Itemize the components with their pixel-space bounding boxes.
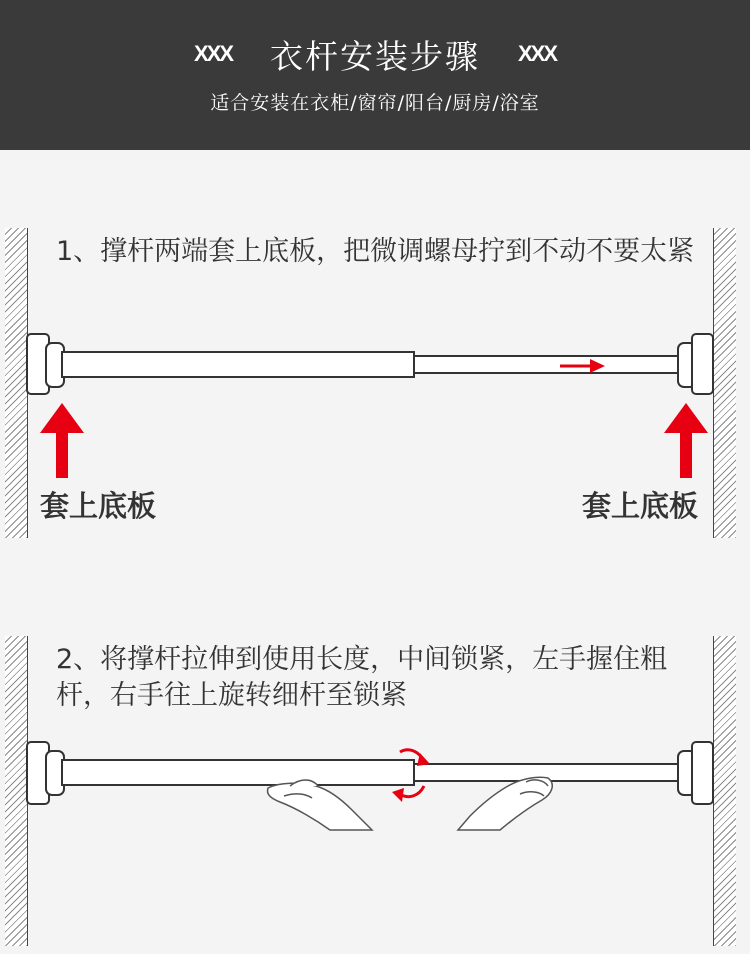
thin-rod (414, 356, 680, 373)
page-title: 衣杆安装步骤 (270, 36, 480, 76)
left-up-arrow-icon (40, 403, 84, 478)
left-hand-icon (268, 780, 373, 830)
label-right-base-plate: 套上底板 (582, 489, 699, 523)
step-2-text: 2、将撑杆拉伸到使用长度，中间锁紧，左手握住粗杆，右手往上旋转细杆至锁紧 (56, 644, 668, 711)
right-up-arrow-icon (664, 403, 708, 478)
page-header (0, 0, 750, 150)
step-2-section (0, 636, 750, 946)
left-end-cap-icon (27, 742, 64, 804)
step-1-text: 1、撑杆两端套上底板，把微调螺母拧到不动不要太紧 (56, 236, 695, 267)
title-mark-right: XXX (518, 41, 557, 66)
right-end-cap-icon (678, 742, 713, 804)
thick-rod (62, 760, 414, 785)
step-2-illustration (0, 636, 750, 946)
thick-rod (62, 352, 414, 377)
left-end-cap-icon (27, 334, 64, 394)
right-end-cap-icon (678, 334, 713, 394)
page-subtitle: 适合安装在衣柜/窗帘/阳台/厨房/浴室 (210, 92, 540, 114)
label-left-base-plate: 套上底板 (40, 489, 157, 523)
title-row (0, 30, 750, 78)
right-hand-icon (458, 777, 552, 830)
step-1-section (0, 228, 750, 538)
title-mark-left: XXX (193, 41, 232, 66)
